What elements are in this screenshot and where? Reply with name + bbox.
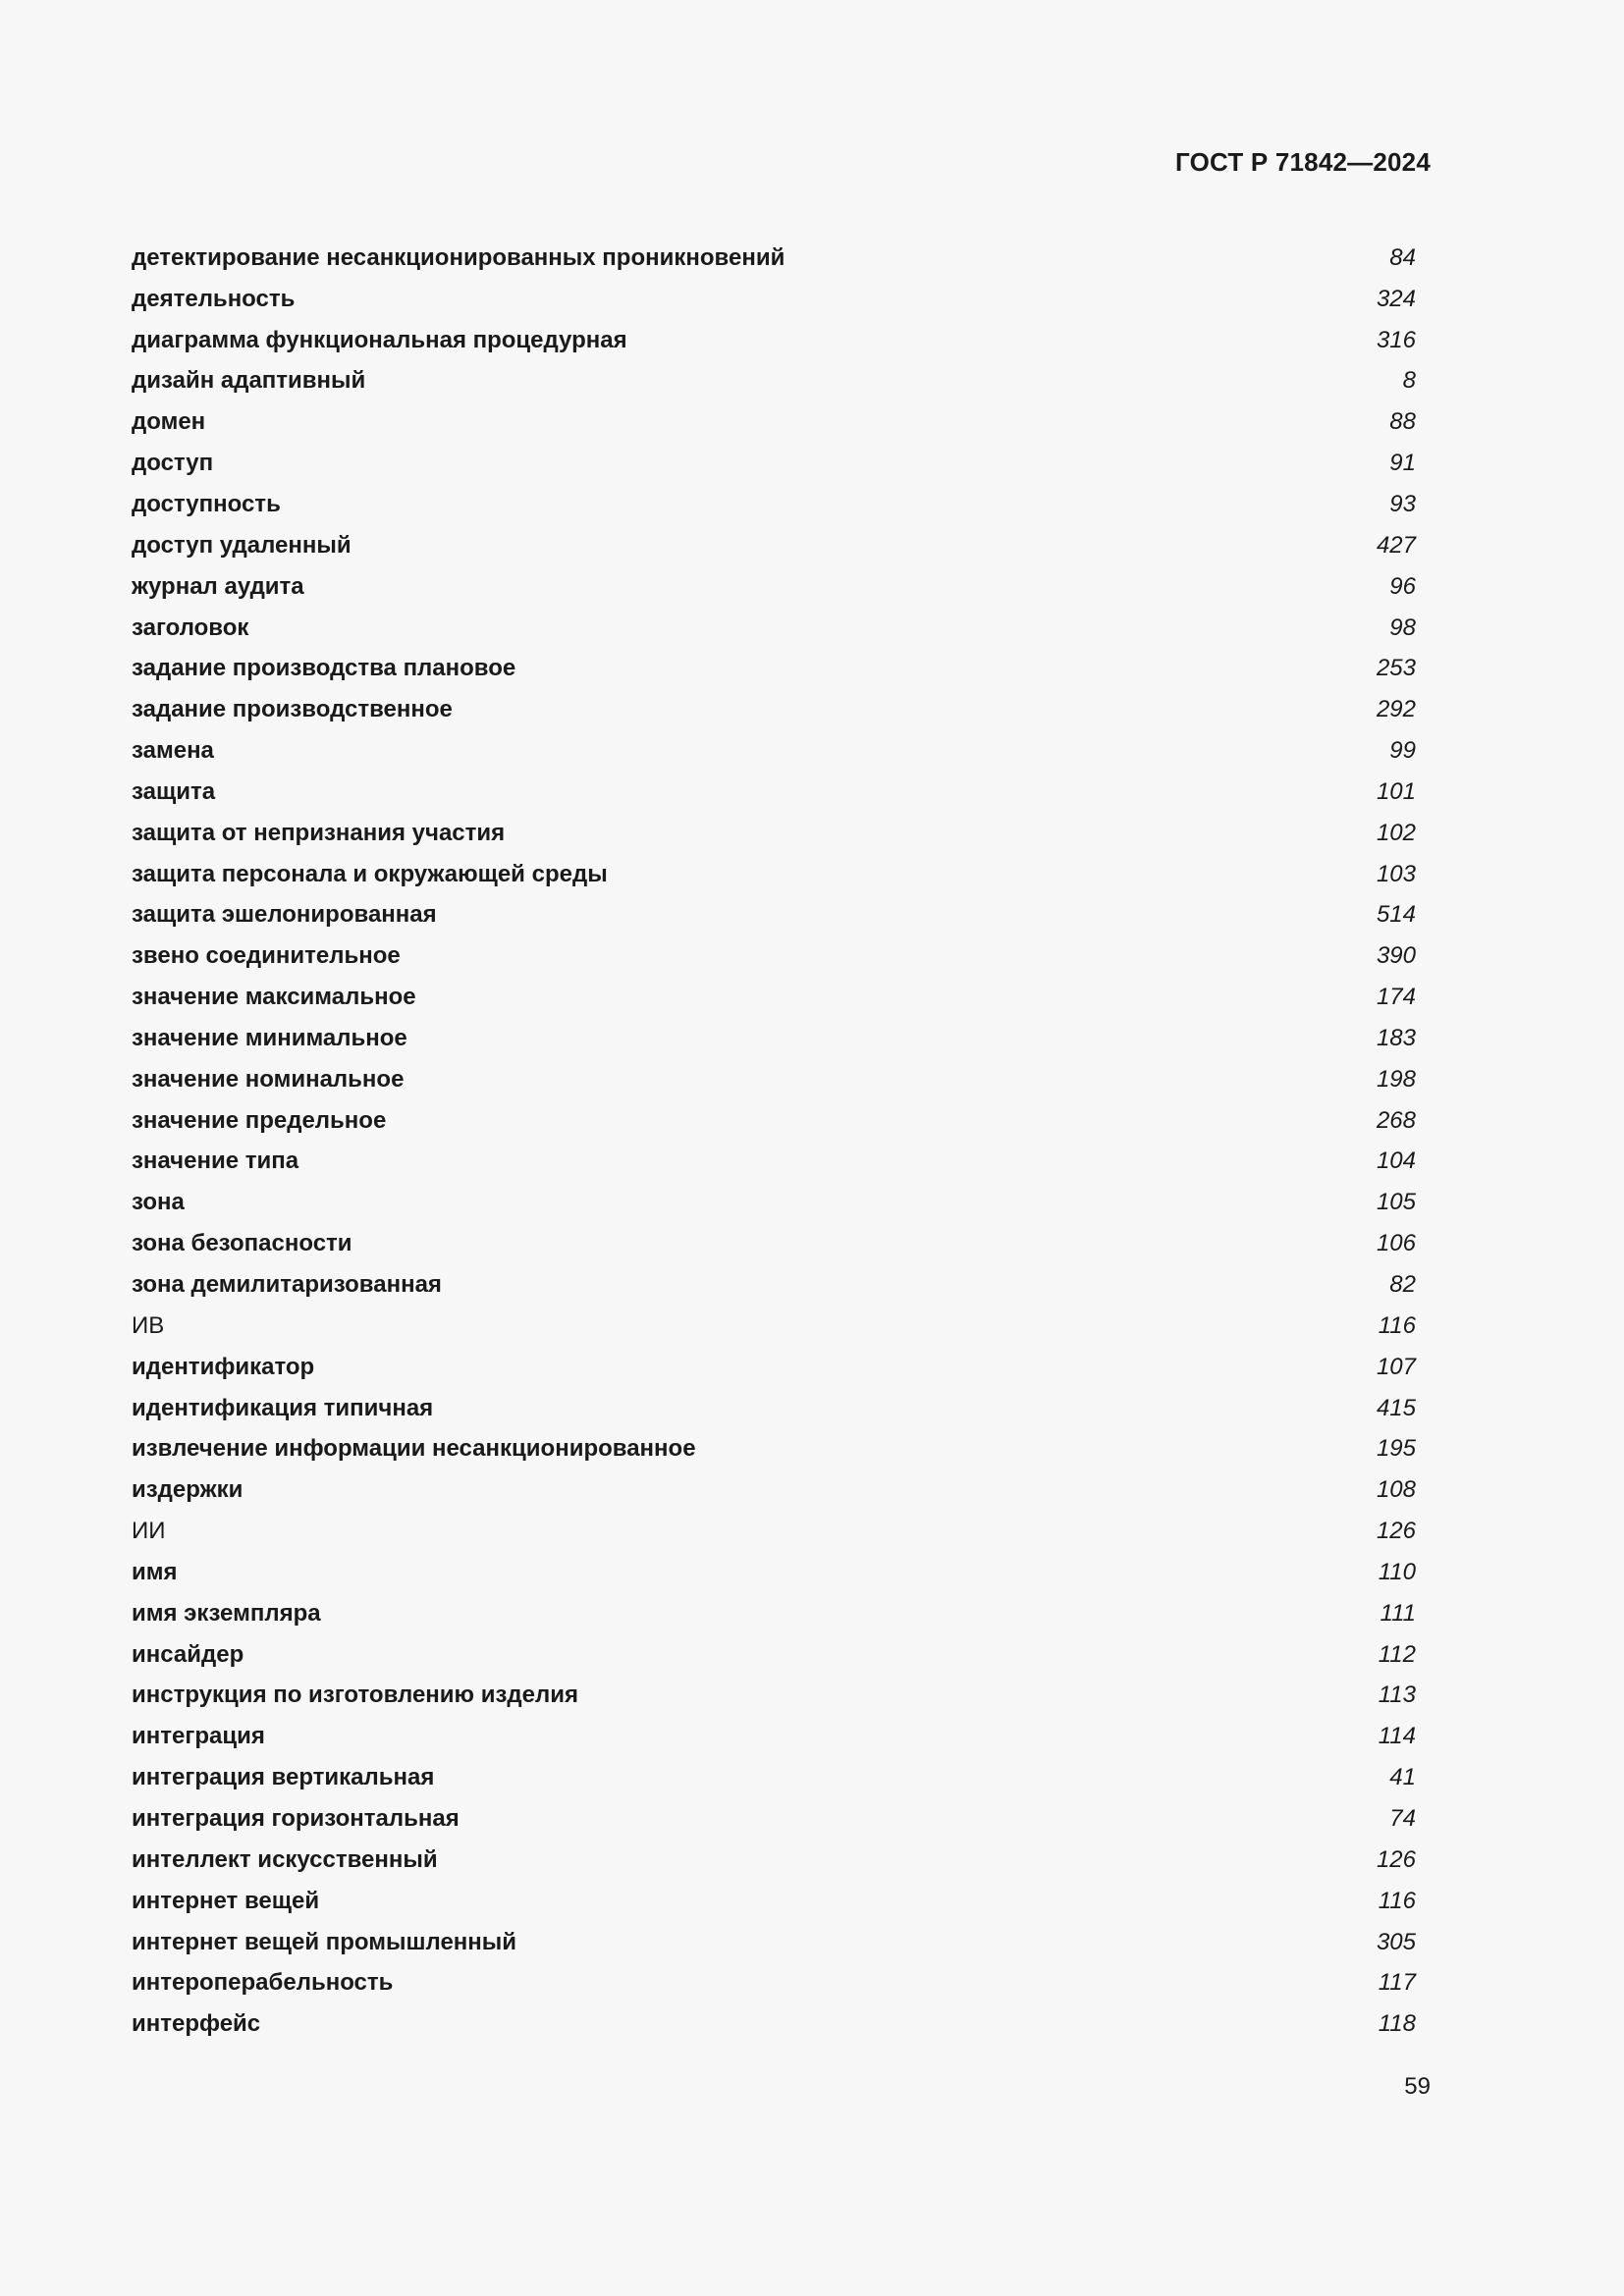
index-page-ref: 103 bbox=[1376, 860, 1416, 887]
index-entry bbox=[132, 525, 1416, 566]
index-term: имя bbox=[132, 1558, 178, 1585]
index-entry bbox=[132, 361, 1416, 402]
index-page-ref: 253 bbox=[1376, 655, 1416, 682]
index-page-ref: 198 bbox=[1376, 1065, 1416, 1093]
index-term: имя экземпляра bbox=[132, 1599, 321, 1627]
index-entry bbox=[132, 1798, 1416, 1840]
index-page-ref: 113 bbox=[1378, 1682, 1416, 1709]
index-term: интеграция горизонтальная bbox=[132, 1804, 460, 1832]
index-entry bbox=[132, 813, 1416, 854]
index-term: идентификация типичная bbox=[132, 1394, 434, 1421]
index-page-ref: 316 bbox=[1376, 326, 1416, 353]
index-term: значение предельное bbox=[132, 1106, 387, 1134]
index-term: звено соединительное bbox=[132, 942, 401, 970]
index-page-ref: 114 bbox=[1378, 1723, 1416, 1750]
index-entry bbox=[132, 443, 1416, 484]
index-term: зона демилитаризованная bbox=[132, 1271, 442, 1299]
index-page-ref: 117 bbox=[1378, 1969, 1416, 1997]
index-term: домен bbox=[132, 408, 206, 436]
index-page-ref: 514 bbox=[1376, 901, 1416, 929]
index-term: защита от непризнания участия bbox=[132, 819, 506, 846]
index-term: защита эшелонированная bbox=[132, 901, 437, 929]
index-page-ref: 93 bbox=[1389, 490, 1416, 517]
index-term: интерфейс bbox=[132, 2010, 261, 2038]
index-term: интероперабельность bbox=[132, 1969, 394, 1997]
index-entry bbox=[132, 1059, 1416, 1100]
index-term: зона безопасности bbox=[132, 1230, 352, 1257]
index-entry bbox=[132, 1018, 1416, 1059]
index-page-ref: 183 bbox=[1376, 1024, 1416, 1051]
index-page-ref: 110 bbox=[1378, 1558, 1416, 1585]
index-entry bbox=[132, 772, 1416, 813]
index-page-ref: 111 bbox=[1380, 1599, 1416, 1627]
index-page-ref: 102 bbox=[1376, 819, 1416, 846]
index-page-ref: 118 bbox=[1378, 2010, 1416, 2038]
index-entry bbox=[132, 1962, 1416, 2003]
index-term: извлечение информации несанкционированное bbox=[132, 1435, 696, 1463]
index-entry bbox=[132, 1593, 1416, 1634]
index-page-ref: 41 bbox=[1389, 1764, 1416, 1791]
index-term: издержки bbox=[132, 1476, 244, 1504]
index-entry bbox=[132, 279, 1416, 320]
index-term: деятельность bbox=[132, 285, 296, 312]
index-term: защита персонала и окружающей среды bbox=[132, 860, 608, 887]
index-entry bbox=[132, 977, 1416, 1018]
index-entry bbox=[132, 1840, 1416, 1881]
index-entry bbox=[132, 566, 1416, 608]
index-term: журнал аудита bbox=[132, 572, 304, 600]
index-page-ref: 105 bbox=[1376, 1189, 1416, 1216]
index-entry bbox=[132, 401, 1416, 443]
index-term: доступ удаленный bbox=[132, 531, 352, 559]
index-page-ref: 126 bbox=[1376, 1518, 1416, 1545]
index-entry bbox=[132, 320, 1416, 361]
index-page-ref: 101 bbox=[1376, 777, 1416, 805]
index-entry bbox=[132, 1388, 1416, 1429]
index-entry bbox=[132, 1469, 1416, 1511]
index-entry bbox=[132, 730, 1416, 772]
index-term: значение номинальное bbox=[132, 1065, 405, 1093]
index-entry bbox=[132, 1757, 1416, 1798]
index-page-ref: 106 bbox=[1376, 1230, 1416, 1257]
index-entry bbox=[132, 2003, 1416, 2045]
index-page-ref: 112 bbox=[1378, 1640, 1416, 1668]
index-term: доступность bbox=[132, 490, 281, 517]
index-page-ref: 82 bbox=[1389, 1271, 1416, 1299]
index-entry bbox=[132, 1634, 1416, 1676]
index-entry bbox=[132, 1306, 1416, 1347]
index-term: ИВ bbox=[132, 1311, 165, 1339]
index-page-ref: 98 bbox=[1389, 614, 1416, 641]
index-entry bbox=[132, 1716, 1416, 1757]
index-entry bbox=[132, 895, 1416, 936]
index-entry bbox=[132, 1142, 1416, 1183]
index-entry bbox=[132, 689, 1416, 730]
index-entry bbox=[132, 1264, 1416, 1306]
index-page-ref: 116 bbox=[1378, 1311, 1416, 1339]
index-page-ref: 195 bbox=[1376, 1435, 1416, 1463]
index-page-ref: 174 bbox=[1376, 984, 1416, 1011]
index-term: ИИ bbox=[132, 1518, 166, 1545]
index-term: интеграция bbox=[132, 1723, 265, 1750]
index-page-ref: 108 bbox=[1376, 1476, 1416, 1504]
document-header: ГОСТ Р 71842—2024 bbox=[1175, 147, 1431, 177]
index-term: значение максимальное bbox=[132, 984, 416, 1011]
index-page-ref: 305 bbox=[1376, 1928, 1416, 1955]
index-page-ref: 116 bbox=[1378, 1887, 1416, 1914]
index-term: интернет вещей промышленный bbox=[132, 1928, 517, 1955]
index-entry bbox=[132, 1182, 1416, 1223]
index-term: доступ bbox=[132, 450, 214, 477]
index-entry bbox=[132, 1676, 1416, 1717]
index-term: инструкция по изготовлению изделия bbox=[132, 1682, 578, 1709]
index-entry bbox=[132, 1428, 1416, 1469]
index-entry bbox=[132, 648, 1416, 689]
index-term: детектирование несанкционированных проникновений bbox=[132, 243, 785, 271]
index-entry bbox=[132, 484, 1416, 525]
index-term: дизайн адаптивный bbox=[132, 367, 366, 395]
index-term: заголовок bbox=[132, 614, 249, 641]
index-page-ref: 8 bbox=[1402, 367, 1416, 395]
index-term: интеграция вертикальная bbox=[132, 1764, 435, 1791]
index-page-ref: 96 bbox=[1389, 572, 1416, 600]
index-entry bbox=[132, 238, 1416, 279]
page-number: 59 bbox=[1404, 2073, 1431, 2100]
index-page-ref: 292 bbox=[1376, 696, 1416, 723]
index-entry bbox=[132, 608, 1416, 649]
index-entry bbox=[132, 1100, 1416, 1142]
index-page-ref: 104 bbox=[1376, 1148, 1416, 1175]
index-term: диаграмма функциональная процедурная bbox=[132, 326, 627, 353]
index-entry bbox=[132, 1922, 1416, 1963]
index-term: замена bbox=[132, 737, 214, 765]
index-page-ref: 84 bbox=[1389, 243, 1416, 271]
index-term: задание производства плановое bbox=[132, 655, 516, 682]
index-term: защита bbox=[132, 777, 216, 805]
index-entry bbox=[132, 1881, 1416, 1922]
index-page-ref: 91 bbox=[1389, 450, 1416, 477]
index-term: идентификатор bbox=[132, 1353, 315, 1380]
index-page-ref: 99 bbox=[1389, 737, 1416, 765]
index-page-ref: 107 bbox=[1376, 1353, 1416, 1380]
index-entry bbox=[132, 854, 1416, 895]
index-entry bbox=[132, 935, 1416, 977]
index-entry bbox=[132, 1552, 1416, 1593]
index-page-ref: 427 bbox=[1376, 531, 1416, 559]
index-page-ref: 415 bbox=[1376, 1394, 1416, 1421]
index-page-ref: 74 bbox=[1389, 1804, 1416, 1832]
index-term: интернет вещей bbox=[132, 1887, 320, 1914]
index-term: значение минимальное bbox=[132, 1024, 407, 1051]
index-term: зона bbox=[132, 1189, 185, 1216]
index-entry bbox=[132, 1223, 1416, 1264]
index-page-ref: 390 bbox=[1376, 942, 1416, 970]
index-term: значение типа bbox=[132, 1148, 299, 1175]
alphabetical-index bbox=[132, 238, 1416, 2045]
index-page-ref: 88 bbox=[1389, 408, 1416, 436]
index-entry bbox=[132, 1511, 1416, 1552]
index-term: инсайдер bbox=[132, 1640, 244, 1668]
index-term: задание производственное bbox=[132, 696, 453, 723]
index-page-ref: 126 bbox=[1376, 1845, 1416, 1873]
index-page-ref: 324 bbox=[1376, 285, 1416, 312]
index-term: интеллект искусственный bbox=[132, 1845, 438, 1873]
index-page-ref: 268 bbox=[1376, 1106, 1416, 1134]
index-entry bbox=[132, 1347, 1416, 1388]
